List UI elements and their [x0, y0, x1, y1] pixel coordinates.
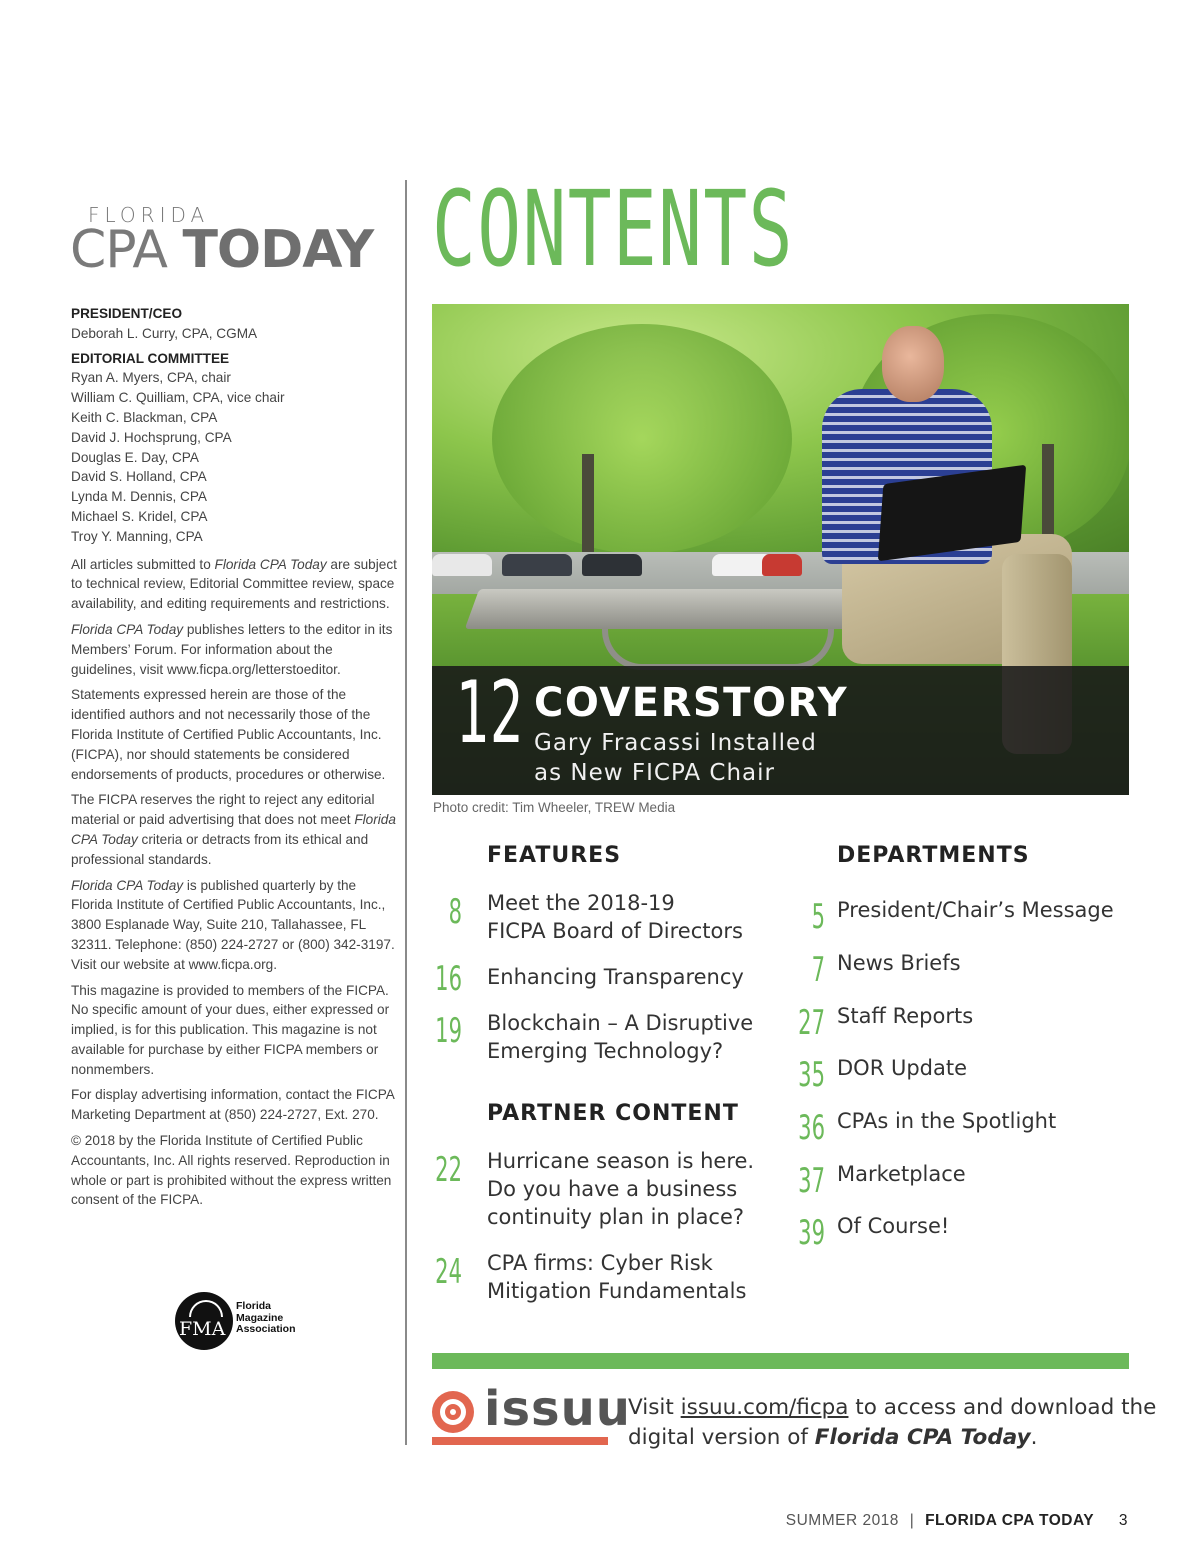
vertical-divider [405, 180, 407, 1445]
committee-member: David J. Hochsprung, CPA [71, 429, 232, 445]
issuu-promo-text: Visit issuu.com/ficpa to access and download the digital version of Florida CPA Today. [628, 1395, 1157, 1450]
department-page-number: 39 [798, 1213, 825, 1253]
fma-name: Florida Magazine Association [236, 1300, 296, 1335]
partner-item[interactable]: CPA firms: Cyber Risk Mitigation Fundamentals [487, 1251, 747, 1303]
cover-page-number: 12 [456, 663, 524, 763]
department-item[interactable]: Of Course! [837, 1214, 950, 1238]
feature-page-number: 8 [448, 892, 462, 932]
department-item[interactable]: President/Chair’s Message [837, 898, 1114, 922]
committee-member: Troy Y. Manning, CPA [71, 528, 203, 544]
department-item[interactable]: Marketplace [837, 1162, 966, 1186]
membership-note: This magazine is provided to members of the FICPA. No specific amount of your dues, either expressed or implied, is for this publication. This magazine is not available for purchase by either FICPA members or nonmembers. [71, 982, 390, 1077]
advertising-info: For display advertising information, contact the FICPA Marketing Department at (850) 224-2727, Ext. 270. [71, 1087, 395, 1123]
photo-credit: Photo credit: Tim Wheeler, TREW Media [433, 800, 676, 815]
president-heading: PRESIDENT/CEO [71, 306, 183, 321]
feature-item[interactable]: Blockchain – A Disruptive Emerging Technology? [487, 1011, 754, 1063]
partner-page-number: 24 [435, 1252, 462, 1292]
issuu-logo-icon [432, 1391, 474, 1433]
cover-story-title: COVERSTORY [534, 680, 849, 726]
statements-disclaimer: Statements expressed herein are those of the identified authors and not necessarily those of the Florida Institute of Certified Public Accountants, Inc. (FICPA), nor should statements be considered endorsements of products, procedures or otherwise. [71, 687, 386, 782]
issuu-link[interactable]: issuu.com/ficpa [680, 1395, 849, 1420]
masthead-logo [70, 220, 373, 280]
department-page-number: 36 [798, 1108, 825, 1148]
committee-member: Keith C. Blackman, CPA [71, 409, 218, 425]
department-item[interactable]: Staff Reports [837, 1004, 974, 1028]
page-footer: SUMMER 2018 | FLORIDA CPA TODAY 3 [785, 1512, 1128, 1529]
department-page-number: 27 [798, 1003, 825, 1043]
departments-heading: DEPARTMENTS [837, 843, 1030, 868]
section-divider-bar [432, 1353, 1129, 1369]
committee-member: Lynda M. Dennis, CPA [71, 489, 207, 505]
issuu-wordmark: issuu [484, 1381, 631, 1437]
rejection-policy: The FICPA reserves the right to reject any editorial material or paid advertising that does not meet Florida CPA Today criteria or detracts from its ethical and professional standards. [71, 792, 396, 867]
magazine-name: FLORIDA CPA TODAY [925, 1512, 1095, 1529]
president-name: Deborah L. Curry, CPA, CGMA [71, 325, 258, 341]
department-page-number: 35 [798, 1055, 825, 1095]
page-title: CONTENTS [432, 168, 794, 290]
partner-page-number: 22 [435, 1150, 462, 1190]
masthead-today: TODAY [182, 220, 374, 280]
feature-item[interactable]: Enhancing Transparency [487, 965, 744, 989]
department-item[interactable]: CPAs in the Spotlight [837, 1109, 1057, 1133]
submission-policy: All articles submitted to Florida CPA Today are subject to technical review, Editorial Committee review, space availability, and editing requirements and restrictions. [71, 556, 397, 612]
partner-content-heading: PARTNER CONTENT [487, 1101, 739, 1126]
department-page-number: 5 [811, 897, 825, 937]
masthead-cpa: CPA [70, 220, 167, 280]
committee-member: William C. Quilliam, CPA, vice chair [71, 390, 285, 406]
feature-item[interactable]: Meet the 2018-19 FICPA Board of Directors [487, 891, 743, 943]
committee-list [71, 368, 401, 546]
page-number: 3 [1118, 1512, 1128, 1529]
feature-page-number: 19 [435, 1011, 462, 1051]
fma-mark: FMA [179, 1318, 226, 1340]
partner-item[interactable]: Hurricane season is here. Do you have a business continuity plan in place? [487, 1149, 755, 1229]
committee-member: Ryan A. Myers, CPA, chair [71, 370, 231, 386]
committee-heading: EDITORIAL COMMITTEE [71, 350, 230, 366]
letters-policy: Florida CPA Today publishes letters to the editor in its Members’ Forum. For information about the guidelines, visit www.ficpa.org/letterstoeditor. [71, 621, 393, 677]
issuu-underline [432, 1437, 608, 1445]
department-page-number: 7 [811, 950, 825, 990]
department-item[interactable]: DOR Update [837, 1056, 968, 1080]
committee-member: Michael S. Kridel, CPA [71, 508, 208, 524]
sunburst-icon [189, 1300, 223, 1317]
copyright-notice: © 2018 by the Florida Institute of Certified Public Accountants, Inc. All rights reserved. Reproduction in whole or part is prohibited without the express written consent of the FICPA. [71, 1133, 392, 1208]
issue-label: SUMMER 2018 [785, 1512, 899, 1529]
committee-member: Douglas E. Day, CPA [71, 449, 199, 465]
committee-member: David S. Holland, CPA [71, 469, 207, 485]
department-item[interactable]: News Briefs [837, 951, 961, 975]
cover-story-subtitle: Gary Fracassi Installed as New FICPA Chair [534, 730, 817, 786]
sidebar-staff-info [71, 304, 401, 1216]
feature-page-number: 16 [435, 959, 462, 999]
publication-info: Florida CPA Today is published quarterly by the Florida Institute of Certified Public Accountants, Inc., 3800 Esplanade Way, Suite 210, Tallahassee, FL 32311. Telephone: (850) 224-2727 or (800) 342-3197. Visit our website at www.ficpa.org. [71, 877, 395, 972]
masthead-florida: FLORIDA [88, 203, 210, 227]
features-heading: FEATURES [487, 843, 622, 868]
fma-logo [175, 1292, 233, 1350]
department-page-number: 37 [798, 1161, 825, 1201]
